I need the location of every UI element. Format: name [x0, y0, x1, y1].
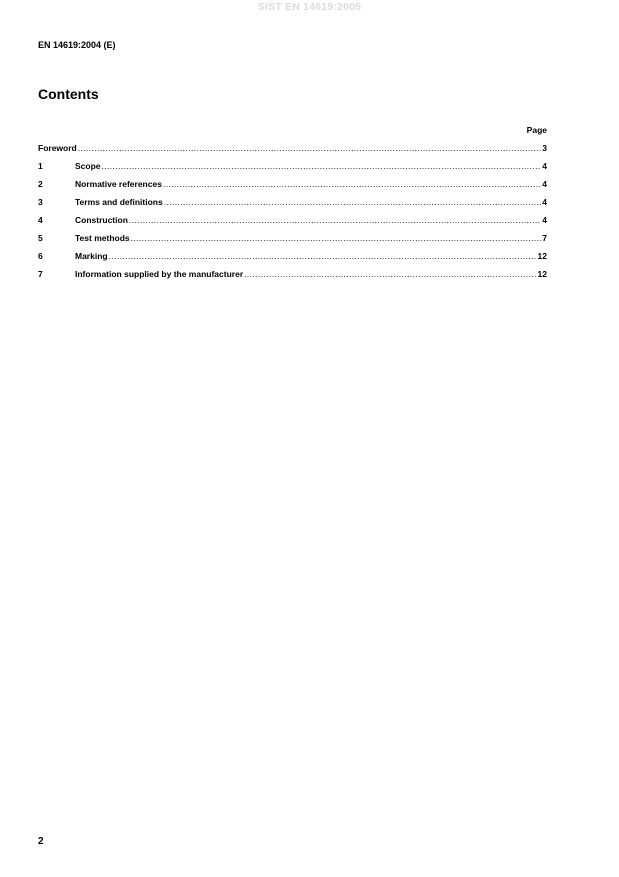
- toc-entry-page: 4: [542, 215, 547, 225]
- toc-entry-number: 3: [38, 197, 43, 207]
- toc-dot-leader: [131, 233, 542, 243]
- toc-entry-information-supplied[interactable]: [38, 269, 547, 287]
- toc-dot-leader: [129, 215, 541, 225]
- toc-entry-test-methods[interactable]: [38, 233, 547, 251]
- toc-entry-label: Scope: [75, 161, 101, 171]
- toc-entry-terms-and-definitions[interactable]: [38, 197, 547, 215]
- toc-entry-number: 6: [38, 251, 43, 261]
- toc-dot-leader: [109, 251, 537, 261]
- toc-entry-page: 7: [542, 233, 547, 243]
- toc-entry-page: 4: [542, 161, 547, 171]
- toc-entry-marking[interactable]: [38, 251, 547, 269]
- toc-dot-leader: [164, 197, 542, 207]
- toc-dot-leader: [78, 143, 542, 153]
- toc-dot-leader: [102, 161, 542, 171]
- toc-entry-foreword[interactable]: [38, 143, 547, 161]
- toc-entry-number: 7: [38, 269, 43, 279]
- toc-entry-number: 4: [38, 215, 43, 225]
- toc-entry-label: Marking: [75, 251, 108, 261]
- toc-dot-leader: [244, 269, 536, 279]
- toc-entry-page: 12: [537, 251, 547, 261]
- toc-entry-page: 4: [542, 179, 547, 189]
- toc-entry-number: 1: [38, 161, 43, 171]
- table-of-contents: [38, 143, 547, 287]
- toc-entry-label: Normative references: [75, 179, 162, 189]
- toc-entry-construction[interactable]: [38, 215, 547, 233]
- toc-entry-scope[interactable]: [38, 161, 547, 179]
- toc-entry-label: Foreword: [38, 143, 77, 153]
- toc-entry-page: 12: [537, 269, 547, 279]
- toc-entry-label: Information supplied by the manufacturer: [75, 269, 244, 279]
- toc-entry-page: 3: [542, 143, 547, 153]
- toc-entry-label: Test methods: [75, 233, 130, 243]
- page-number: 2: [38, 836, 44, 847]
- page-title: Contents: [38, 86, 99, 102]
- toc-entry-number: 2: [38, 179, 43, 189]
- toc-entry-label: Construction: [75, 215, 128, 225]
- toc-dot-leader: [163, 179, 541, 189]
- toc-entry-page: 4: [542, 197, 547, 207]
- watermark: SIST EN 14619:2005: [257, 1, 362, 13]
- toc-entry-label: Terms and definitions: [75, 197, 163, 207]
- document-id: EN 14619:2004 (E): [38, 40, 116, 50]
- toc-entry-number: 5: [38, 233, 43, 243]
- toc-entry-normative-references[interactable]: [38, 179, 547, 197]
- page-column-header: Page: [526, 125, 547, 135]
